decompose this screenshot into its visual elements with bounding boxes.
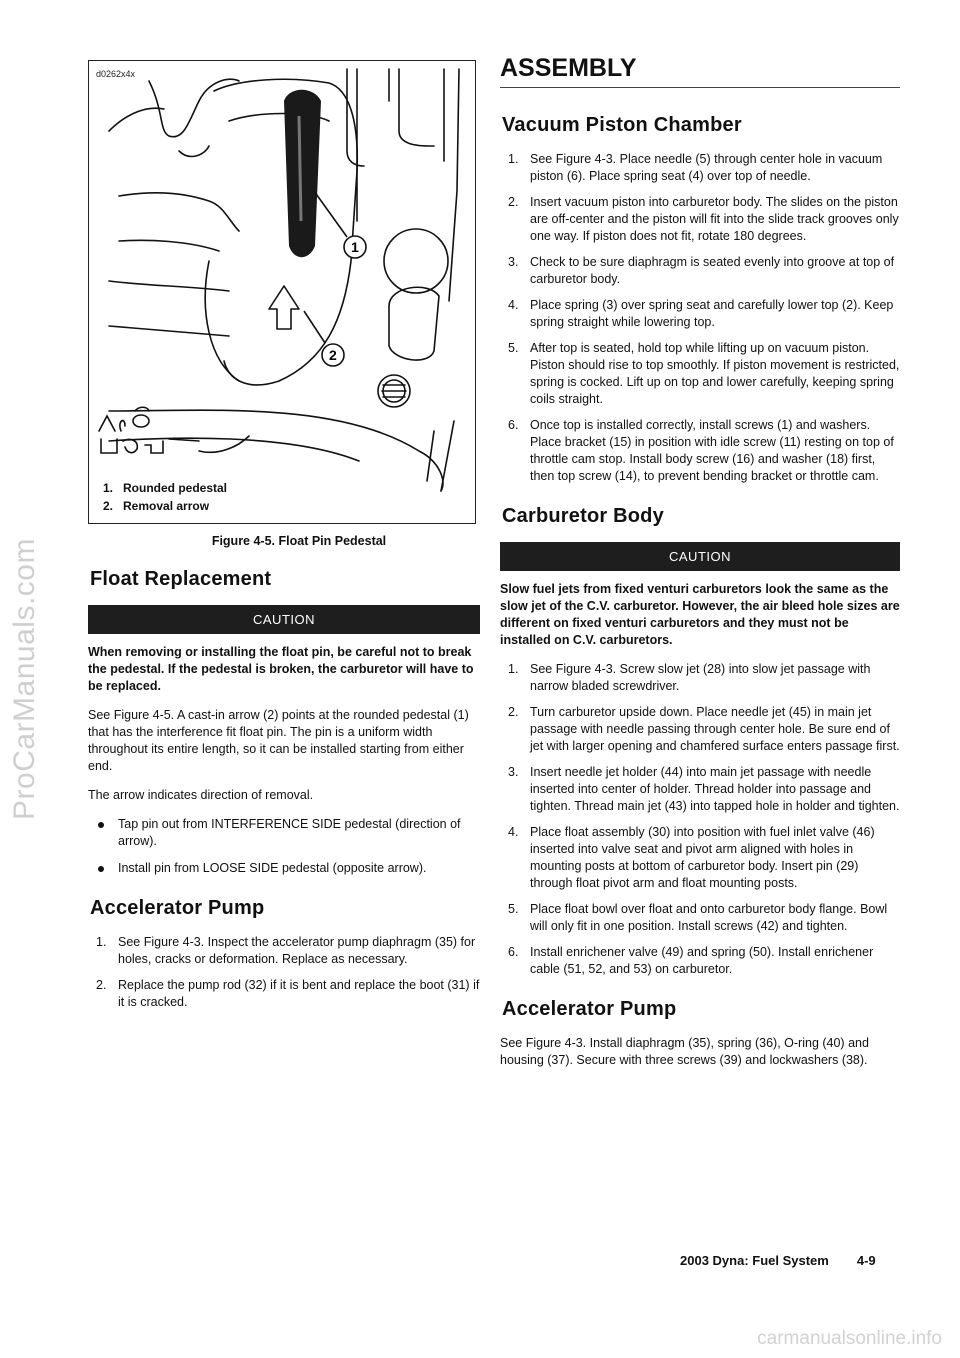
page-footer bbox=[680, 1253, 876, 1268]
step-item: 2. Replace the pump rod (32) if it is bent and replace the boot (31) if it is cracked. bbox=[96, 978, 480, 1009]
step-item: 2. Insert vacuum piston into carburetor body. The slides on the piston are off-center and the piston will fit into the slide track grooves only one way. If piston does not fit, rotate 180 degrees. bbox=[508, 195, 899, 243]
side-watermark-text: ProCarManuals.com bbox=[8, 538, 41, 820]
step-item: 6. Once top is installed correctly, install screws (1) and washers. Place bracket (15) in position with idle screw (11) resting on top of throttle cam stop. Install body screw (16) and washer (18) first, then top screw (14), to prevent bending bracket or throttle cam. bbox=[508, 418, 894, 483]
accelerator-pump-assembly-heading: Accelerator Pump bbox=[502, 998, 677, 1020]
paragraph: See Figure 4-5. A cast-in arrow (2) points at the rounded pedestal (1) that has the interference fit float pin. The pin is a uniform width throughout its entire length, so it can be installed starting from either end. bbox=[88, 708, 469, 773]
paragraph: See Figure 4-3. Install diaphragm (35), spring (36), O-ring (40) and housing (37). Secure with three screws (39) and lockwashers (38). bbox=[500, 1036, 869, 1067]
step-item: 5. Place float bowl over float and onto carburetor body flange. Bowl will only fit in one position. Install screws (42) and tighten. bbox=[508, 902, 888, 933]
bullet-item: Tap pin out from INTERFERENCE SIDE pedestal (direction of arrow). bbox=[88, 816, 480, 850]
caution-text: Slow fuel jets from fixed venturi carburetors look the same as the slow jet of the C.V. carburetor. However, the air bleed hole sizes are different on fixed venturi carburetors and they must not be installed on C.V. carburetors. bbox=[500, 582, 900, 647]
step-item: 2. Turn carburetor upside down. Place needle jet (45) in main jet passage with needle passing through center hole. Be sure end of jet with larger opening and chamfered surface enters passage first. bbox=[508, 705, 900, 753]
figure-4-5 bbox=[88, 60, 476, 524]
bottom-watermark: carmanualsonline.info bbox=[757, 1328, 942, 1349]
callout-1: 1 bbox=[351, 239, 359, 255]
assembly-heading: ASSEMBLY bbox=[500, 54, 900, 88]
figure-legend bbox=[103, 479, 227, 515]
right-column bbox=[500, 54, 900, 1081]
footer-title: 2003 Dyna: Fuel System bbox=[680, 1253, 829, 1268]
bullet-item: Install pin from LOOSE SIDE pedestal (opposite arrow). bbox=[88, 860, 480, 877]
step-item: 1. See Figure 4-3. Place needle (5) through center hole in vacuum piston (6). Place spring seat (4) over top of needle. bbox=[508, 152, 883, 183]
step-item: 3. Insert needle jet holder (44) into main jet passage with needle inserted into center of holder. Thread holder into passage and tighten. Thread main jet (43) into tapped hole in holder and tighten. bbox=[508, 765, 900, 813]
carburetor-body-heading: Carburetor Body bbox=[502, 505, 664, 527]
float-replacement-heading: Float Replacement bbox=[90, 568, 272, 590]
step-item: 4. Place float assembly (30) into position with fuel inlet valve (46) inserted into valve seat and pivot arm aligned with holes in mounting posts at bottom of carburetor body. Insert pin (29) through float pivot arm and float mounting posts. bbox=[508, 825, 875, 890]
paragraph: The arrow indicates direction of removal. bbox=[88, 788, 314, 802]
legend-item: 2. Removal arrow bbox=[103, 499, 210, 513]
step-item: 5. After top is seated, hold top while lifting up on vacuum piston. Piston should rise to top smoothly. If piston movement is restricted, spring is cocked. Lift up on top and lower carefully, keeping spring coils straight. bbox=[508, 341, 900, 406]
side-watermark bbox=[0, 0, 50, 1358]
step-list bbox=[500, 151, 900, 485]
step-item: 1. See Figure 4-3. Screw slow jet (28) into slow jet passage with narrow bladed screwdriver. bbox=[508, 662, 871, 693]
step-item: 6. Install enrichener valve (49) and spring (50). Install enrichener cable (51, 52, and 53) on carburetor. bbox=[508, 945, 874, 976]
legend-item: 1. Rounded pedestal bbox=[103, 481, 228, 495]
float-pin-pedestal-illustration bbox=[89, 61, 475, 523]
bullet-list bbox=[88, 816, 480, 877]
vacuum-piston-heading: Vacuum Piston Chamber bbox=[502, 114, 742, 136]
page-number: 4-9 bbox=[856, 1253, 876, 1268]
figure-id: d0262x4x bbox=[96, 69, 136, 79]
callout-2: 2 bbox=[329, 347, 337, 363]
step-item: 4. Place spring (3) over spring seat and carefully lower top (2). Keep spring straight while lowering top. bbox=[508, 298, 894, 329]
step-item: 3. Check to be sure diaphragm is seated evenly into groove at top of carburetor body. bbox=[508, 255, 895, 286]
caution-bar: CAUTION bbox=[88, 605, 480, 634]
accelerator-pump-heading: Accelerator Pump bbox=[90, 897, 265, 919]
caution-bar: CAUTION bbox=[500, 542, 900, 571]
left-column bbox=[88, 60, 480, 1020]
step-item: 1. See Figure 4-3. Inspect the accelerator pump diaphragm (35) for holes, cracks or deformation. Replace as necessary. bbox=[96, 935, 476, 966]
caution-text: When removing or installing the float pin, be careful not to break the pedestal. If the pedestal is broken, the carburetor will have to be replaced. bbox=[88, 645, 474, 693]
figure-caption: Figure 4-5. Float Pin Pedestal bbox=[211, 534, 387, 548]
step-list bbox=[500, 661, 900, 978]
step-list bbox=[88, 934, 480, 1011]
